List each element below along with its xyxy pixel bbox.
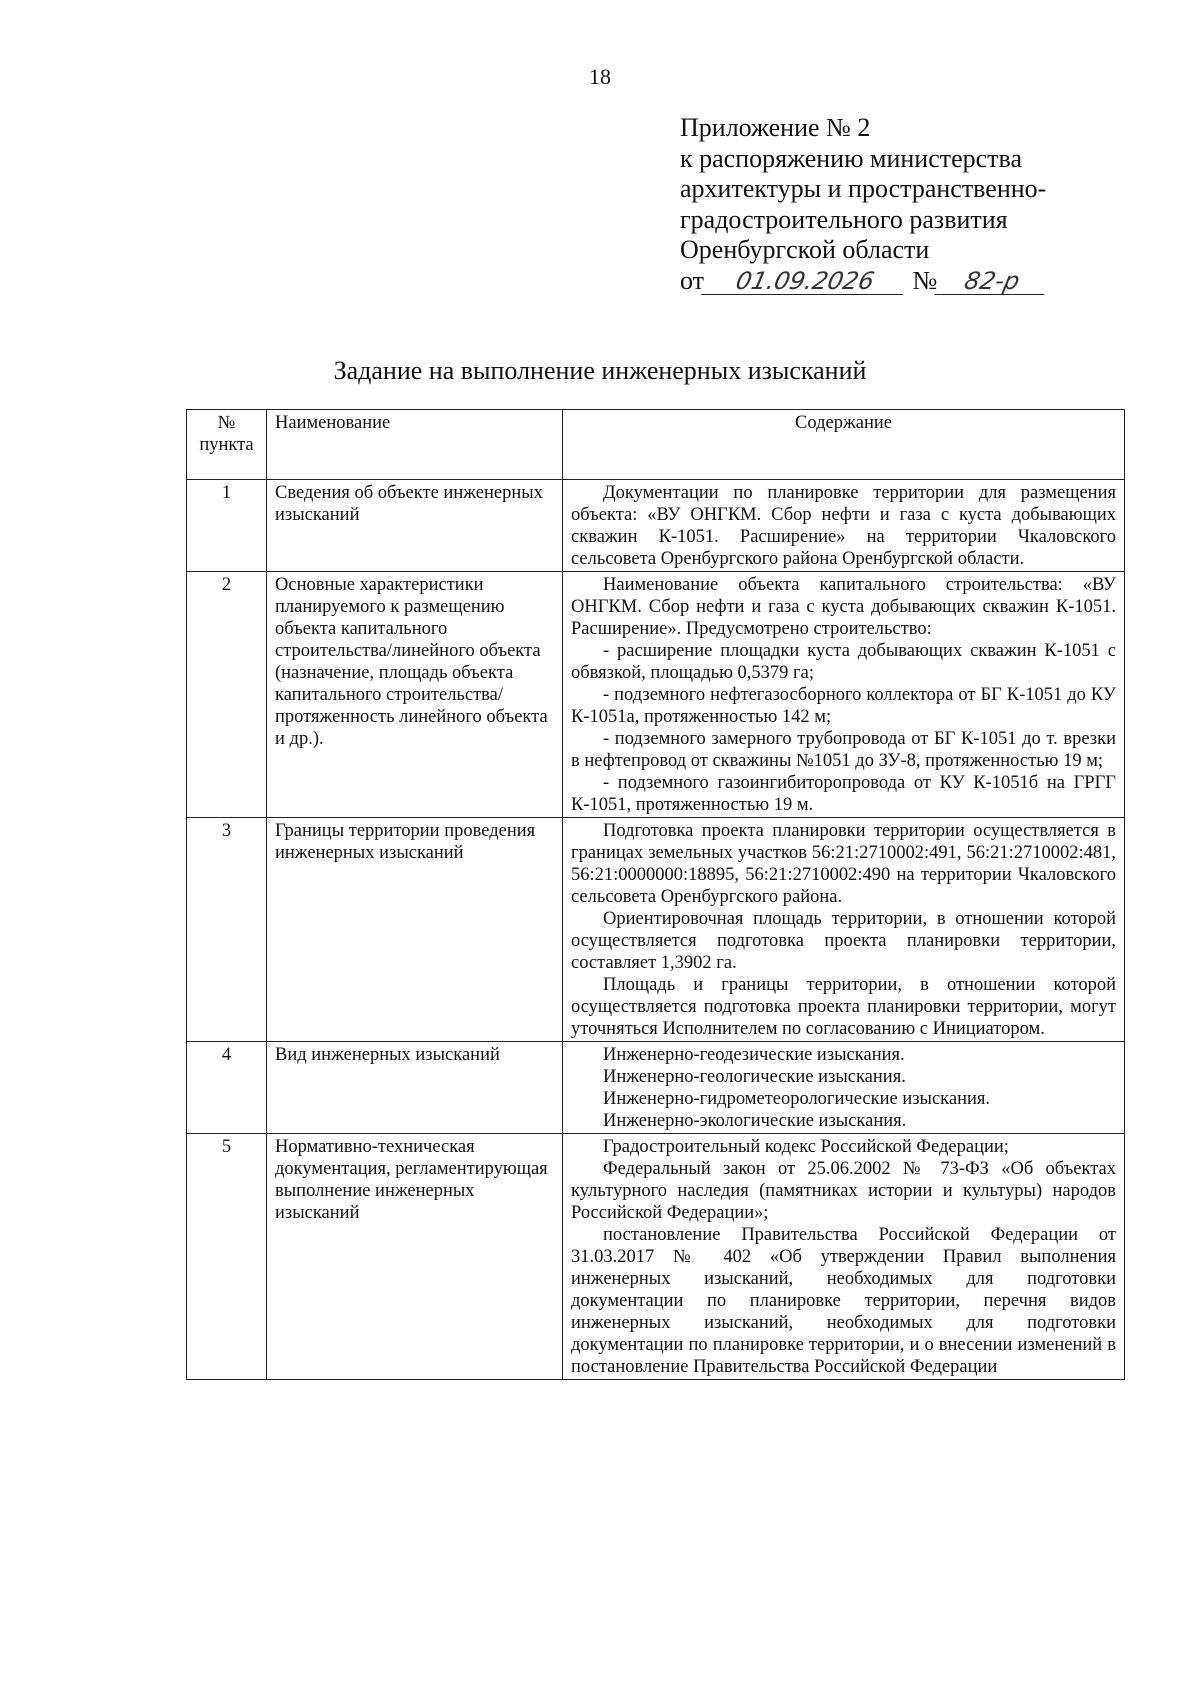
content-paragraph: - подземного замерного трубопровода от БГ К-1051 до т. врезки в нефтепровод от скважины №1051 до ЗУ-8, протяженностью 19 м;	[571, 729, 1116, 771]
row-content	[563, 1134, 1125, 1380]
table-row	[187, 480, 1125, 572]
content-paragraph: Площадь и границы территории, в отношении которой осуществляется подготовка проекта планировки территории, могут уточняться Исполнителем по согласованию с Инициатором.	[571, 975, 1116, 1039]
header-content: Содержание	[563, 410, 1125, 480]
from-label: от	[680, 265, 705, 295]
table-row	[187, 1042, 1125, 1134]
appendix-line: архитектуры и пространственно-	[680, 174, 1047, 203]
appendix-date-number-row	[680, 266, 1160, 297]
header-name: Наименование	[267, 410, 563, 480]
row-name: Основные характеристики планируемого к размещению объекта капитального строительства/линейного объекта (назначение, площадь объекта капитального строительства/протяженность линейного объекта и др.).	[267, 572, 563, 818]
row-num: 2	[187, 572, 267, 818]
number-label: №	[912, 265, 938, 295]
content-paragraph: Документации по планировке территории для размещения объекта: «ВУ ОНГКМ. Сбор нефти и газа с куста добывающих скважин К-1051. Расширение» на территории Чкаловского сельсовета Оренбургского района Оренбургской области.	[571, 483, 1116, 569]
content-paragraph: Инженерно-геодезические изыскания.	[603, 1045, 905, 1065]
table-row	[187, 572, 1125, 818]
content-paragraph: Федеральный закон от 25.06.2002 № 73-ФЗ «Об объектах культурного наследия (памятниках истории и культуры) народов Российской Федерации»;	[571, 1159, 1116, 1223]
row-num: 4	[187, 1042, 267, 1134]
content-paragraph: Инженерно-гидрометеорологические изыскания.	[603, 1089, 991, 1109]
content-paragraph: Инженерно-геологические изыскания.	[603, 1067, 906, 1087]
row-num: 1	[187, 480, 267, 572]
content-paragraph: Инженерно-экологические изыскания.	[603, 1111, 907, 1131]
row-num: 5	[187, 1134, 267, 1380]
content-paragraph: - расширение площадки куста добывающих скважин К-1051 с обвязкой, площадью 0,5379 га;	[571, 641, 1116, 683]
row-name: Нормативно-техническая документация, регламентирующая выполнение инженерных изысканий	[267, 1134, 563, 1380]
content-paragraph: - подземного газоингибиторопровода от КУ К-1051б на ГРГГ К-1051, протяженностью 19 м.	[571, 773, 1116, 815]
appendix-line: градостроительного развития	[680, 204, 1008, 234]
content-paragraph: - подземного нефтегазосборного коллектора от БГ К-1051 до КУ К-1051а, протяженностью 142 м;	[571, 685, 1116, 727]
row-name: Вид инженерных изысканий	[267, 1042, 563, 1134]
handwritten-number: 82-р	[934, 268, 1050, 295]
handwritten-date: 01.09.2026	[701, 268, 909, 295]
row-content	[563, 480, 1125, 572]
row-content	[563, 818, 1125, 1042]
appendix-line: Приложение № 2	[680, 113, 871, 142]
row-name: Сведения об объекте инженерных изысканий	[267, 480, 563, 572]
table-header-row	[187, 410, 1125, 480]
table-row	[187, 818, 1125, 1042]
appendix-block	[680, 113, 1160, 296]
header-num: № пункта	[187, 410, 267, 480]
row-num: 3	[187, 818, 267, 1042]
content-paragraph: Подготовка проекта планировки территории осуществляется в границах земельных участков 56:21:2710002:491, 56:21:2710002:481, 56:21:0000000:18895, 56:21:2710002:490 на территории Чкаловского сельсовета Оренбургского района.	[571, 821, 1116, 907]
table-row	[187, 1134, 1125, 1380]
appendix-line: Оренбургской области	[680, 235, 930, 264]
appendix-line: к распоряжению министерства	[680, 143, 1023, 173]
content-paragraph: Наименование объекта капитального строительства: «ВУ ОНГКМ. Сбор нефти и газа с куста добывающих скважин К-1051. Расширение». Предусмотрено строительство:	[571, 575, 1116, 639]
task-table	[186, 409, 1125, 1380]
content-paragraph: Градостроительный кодекс Российской Федерации;	[603, 1137, 1009, 1157]
row-content	[563, 572, 1125, 818]
row-name: Границы территории проведения инженерных изысканий	[267, 818, 563, 1042]
content-paragraph: Ориентировочная площадь территории, в отношении которой осуществляется подготовка проекта планировки территории, составляет 1,3902 га.	[571, 909, 1116, 973]
page-number: 18	[589, 64, 611, 89]
content-paragraph: постановление Правительства Российской Федерации от 31.03.2017 № 402 «Об утверждении Правил выполнения инженерных изысканий, необходимых для подготовки документации по планировке территории, перечня видов инженерных изысканий, необходимых для подготовки документации по планировке территории, и о внесении изменений в постановление Правительства Российской Федерации	[571, 1225, 1116, 1377]
document-title: Задание на выполнение инженерных изысканий	[333, 356, 867, 385]
row-content	[563, 1042, 1125, 1134]
